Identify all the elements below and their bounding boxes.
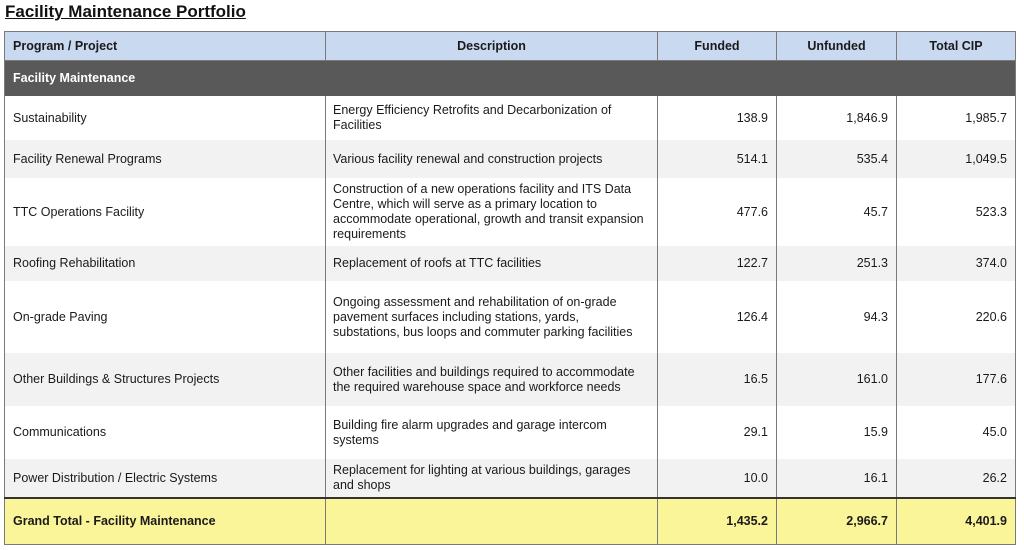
grand-total-total: 4,401.9: [897, 498, 1016, 545]
section-row: [5, 61, 1016, 97]
description-cell: Ongoing assessment and rehabilitation of on-grade pavement surfaces including stations, yards, substations, bus loops and commuter parking facilities: [326, 281, 658, 353]
unfunded-cell: 15.9: [777, 406, 897, 459]
program-cell: Power Distribution / Electric Systems: [5, 459, 326, 498]
grand-total-description: [326, 498, 658, 545]
section-label: Facility Maintenance: [5, 61, 1016, 97]
unfunded-cell: 16.1: [777, 459, 897, 498]
table-row: [5, 246, 1016, 281]
portfolio-table: [4, 31, 1016, 545]
program-cell: Other Buildings & Structures Projects: [5, 353, 326, 406]
total-cell: 1,985.7: [897, 96, 1016, 140]
funded-cell: 29.1: [658, 406, 777, 459]
table-row: [5, 96, 1016, 140]
grand-total-row: [5, 498, 1016, 545]
program-cell: Facility Renewal Programs: [5, 140, 326, 178]
description-cell: Energy Efficiency Retrofits and Decarbonization of Facilities: [326, 96, 658, 140]
program-cell: TTC Operations Facility: [5, 178, 326, 246]
header-unfunded: Unfunded: [777, 32, 897, 61]
table-row: [5, 353, 1016, 406]
funded-cell: 10.0: [658, 459, 777, 498]
funded-cell: 126.4: [658, 281, 777, 353]
total-cell: 220.6: [897, 281, 1016, 353]
total-cell: 45.0: [897, 406, 1016, 459]
total-cell: 177.6: [897, 353, 1016, 406]
header-funded: Funded: [658, 32, 777, 61]
total-cell: 1,049.5: [897, 140, 1016, 178]
program-cell: Sustainability: [5, 96, 326, 140]
table-row: [5, 459, 1016, 498]
header-row: [5, 32, 1016, 61]
header-total: Total CIP: [897, 32, 1016, 61]
program-cell: Roofing Rehabilitation: [5, 246, 326, 281]
unfunded-cell: 161.0: [777, 353, 897, 406]
funded-cell: 16.5: [658, 353, 777, 406]
total-cell: 523.3: [897, 178, 1016, 246]
description-cell: Other facilities and buildings required to accommodate the required warehouse space and workforce needs: [326, 353, 658, 406]
grand-total-funded: 1,435.2: [658, 498, 777, 545]
funded-cell: 477.6: [658, 178, 777, 246]
grand-total-label: Grand Total - Facility Maintenance: [5, 498, 326, 545]
unfunded-cell: 94.3: [777, 281, 897, 353]
header-program: Program / Project: [5, 32, 326, 61]
description-cell: Building fire alarm upgrades and garage intercom systems: [326, 406, 658, 459]
funded-cell: 514.1: [658, 140, 777, 178]
description-cell: Various facility renewal and construction projects: [326, 140, 658, 178]
description-cell: Replacement for lighting at various buildings, garages and shops: [326, 459, 658, 498]
grand-total-unfunded: 2,966.7: [777, 498, 897, 545]
page-title: Facility Maintenance Portfolio: [5, 2, 246, 21]
total-cell: 26.2: [897, 459, 1016, 498]
unfunded-cell: 535.4: [777, 140, 897, 178]
program-cell: On-grade Paving: [5, 281, 326, 353]
description-cell: Replacement of roofs at TTC facilities: [326, 246, 658, 281]
funded-cell: 122.7: [658, 246, 777, 281]
unfunded-cell: 251.3: [777, 246, 897, 281]
table-row: [5, 281, 1016, 353]
table-row: [5, 406, 1016, 459]
description-cell: Construction of a new operations facility and ITS Data Centre, which will serve as a primary location to accommodate operational, growth and transit expansion requirements: [326, 178, 658, 246]
funded-cell: 138.9: [658, 96, 777, 140]
unfunded-cell: 45.7: [777, 178, 897, 246]
table-row: [5, 178, 1016, 246]
unfunded-cell: 1,846.9: [777, 96, 897, 140]
table-row: [5, 140, 1016, 178]
total-cell: 374.0: [897, 246, 1016, 281]
program-cell: Communications: [5, 406, 326, 459]
header-description: Description: [326, 32, 658, 61]
